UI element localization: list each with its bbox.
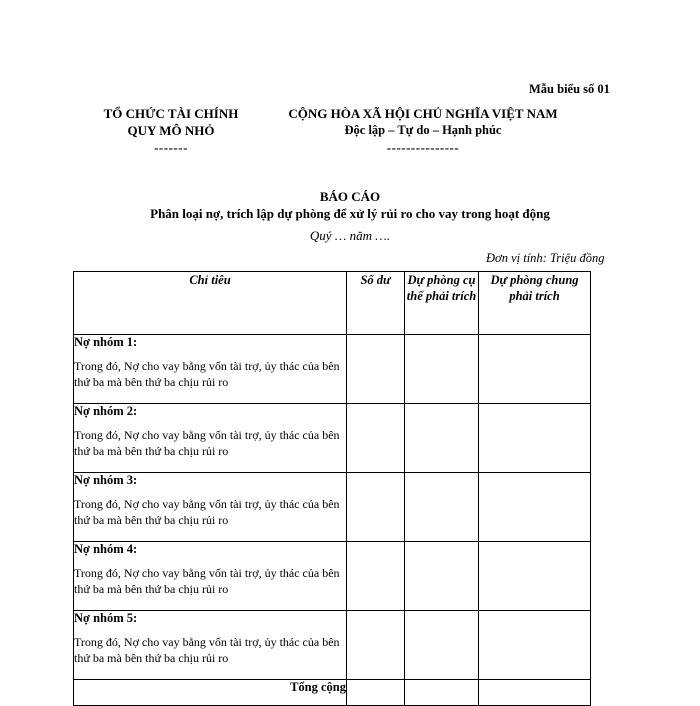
row-description <box>74 611 347 680</box>
table-header-row <box>74 272 591 335</box>
row-description <box>74 473 347 542</box>
table-row <box>74 335 591 404</box>
row-description <box>74 404 347 473</box>
unit-of-measure: Đơn vị tính: Triệu đồng <box>486 251 605 265</box>
column-header-specific-provision: Dự phòng cụ thể phải trích <box>405 272 479 335</box>
table-row <box>74 542 591 611</box>
report-period: Quý … năm …. <box>309 228 391 243</box>
general-provision-cell[interactable] <box>479 611 591 680</box>
report-subtitle: Phân loại nợ, trích lập dự phòng để xử lý rủi ro cho vay trong hoạt động <box>150 206 550 221</box>
debt-group-label: Nợ nhóm 5: <box>74 611 138 625</box>
debt-group-detail: Trong đó, Nợ cho vay bằng vốn tài trợ, ủy thác của bên thứ ba mà bên thứ ba chịu rủi ro <box>74 635 340 665</box>
specific-provision-cell[interactable] <box>405 404 479 473</box>
debt-group-label: Nợ nhóm 2: <box>74 404 138 418</box>
nation-separator: --------------- <box>386 140 460 155</box>
column-header-indicator: Chỉ tiêu <box>74 272 347 335</box>
total-specific-provision-cell[interactable] <box>405 680 479 706</box>
report-heading <box>0 188 700 222</box>
balance-cell[interactable] <box>347 335 405 404</box>
table-row <box>74 473 591 542</box>
debt-group-label: Nợ nhóm 1: <box>74 335 138 349</box>
general-provision-cell[interactable] <box>479 335 591 404</box>
report-title: BÁO CÁO <box>319 189 381 204</box>
org-separator: ------- <box>154 140 188 155</box>
debt-group-label: Nợ nhóm 4: <box>74 542 138 556</box>
debt-group-detail: Trong đó, Nợ cho vay bằng vốn tài trợ, ủy thác của bên thứ ba mà bên thứ ba chịu rủi ro <box>74 566 340 596</box>
column-header-general-provision: Dự phòng chung phải trích <box>479 272 591 335</box>
form-number: Mẫu biểu số 01 <box>529 82 610 96</box>
specific-provision-cell[interactable] <box>405 542 479 611</box>
column-header-balance: Số dư <box>347 272 405 335</box>
total-row <box>74 680 591 706</box>
balance-cell[interactable] <box>347 611 405 680</box>
balance-cell[interactable] <box>347 404 405 473</box>
debt-group-detail: Trong đó, Nợ cho vay bằng vốn tài trợ, ủy thác của bên thứ ba mà bên thứ ba chịu rủi ro <box>74 359 340 389</box>
row-description <box>74 542 347 611</box>
balance-cell[interactable] <box>347 542 405 611</box>
organization-block <box>86 105 256 156</box>
general-provision-cell[interactable] <box>479 404 591 473</box>
org-line-1: TỔ CHỨC TÀI CHÍNH <box>103 106 239 121</box>
table-row <box>74 404 591 473</box>
national-heading <box>268 105 578 156</box>
nation-name: CỘNG HÒA XÃ HỘI CHỦ NGHĨA VIỆT NAM <box>288 106 558 121</box>
specific-provision-cell[interactable] <box>405 473 479 542</box>
total-general-provision-cell[interactable] <box>479 680 591 706</box>
general-provision-cell[interactable] <box>479 473 591 542</box>
debt-group-detail: Trong đó, Nợ cho vay bằng vốn tài trợ, ủy thác của bên thứ ba mà bên thứ ba chịu rủi ro <box>74 497 340 527</box>
loan-classification-table <box>73 271 591 706</box>
balance-cell[interactable] <box>347 473 405 542</box>
total-label: Tổng cộng <box>74 680 347 706</box>
nation-motto: Độc lập – Tự do – Hạnh phúc <box>344 123 502 137</box>
row-description <box>74 335 347 404</box>
debt-group-label: Nợ nhóm 3: <box>74 473 138 487</box>
table-row <box>74 611 591 680</box>
debt-group-detail: Trong đó, Nợ cho vay bằng vốn tài trợ, ủy thác của bên thứ ba mà bên thứ ba chịu rủi ro <box>74 428 340 458</box>
org-line-2: QUY MÔ NHỎ <box>127 123 215 138</box>
total-balance-cell[interactable] <box>347 680 405 706</box>
specific-provision-cell[interactable] <box>405 611 479 680</box>
specific-provision-cell[interactable] <box>405 335 479 404</box>
general-provision-cell[interactable] <box>479 542 591 611</box>
